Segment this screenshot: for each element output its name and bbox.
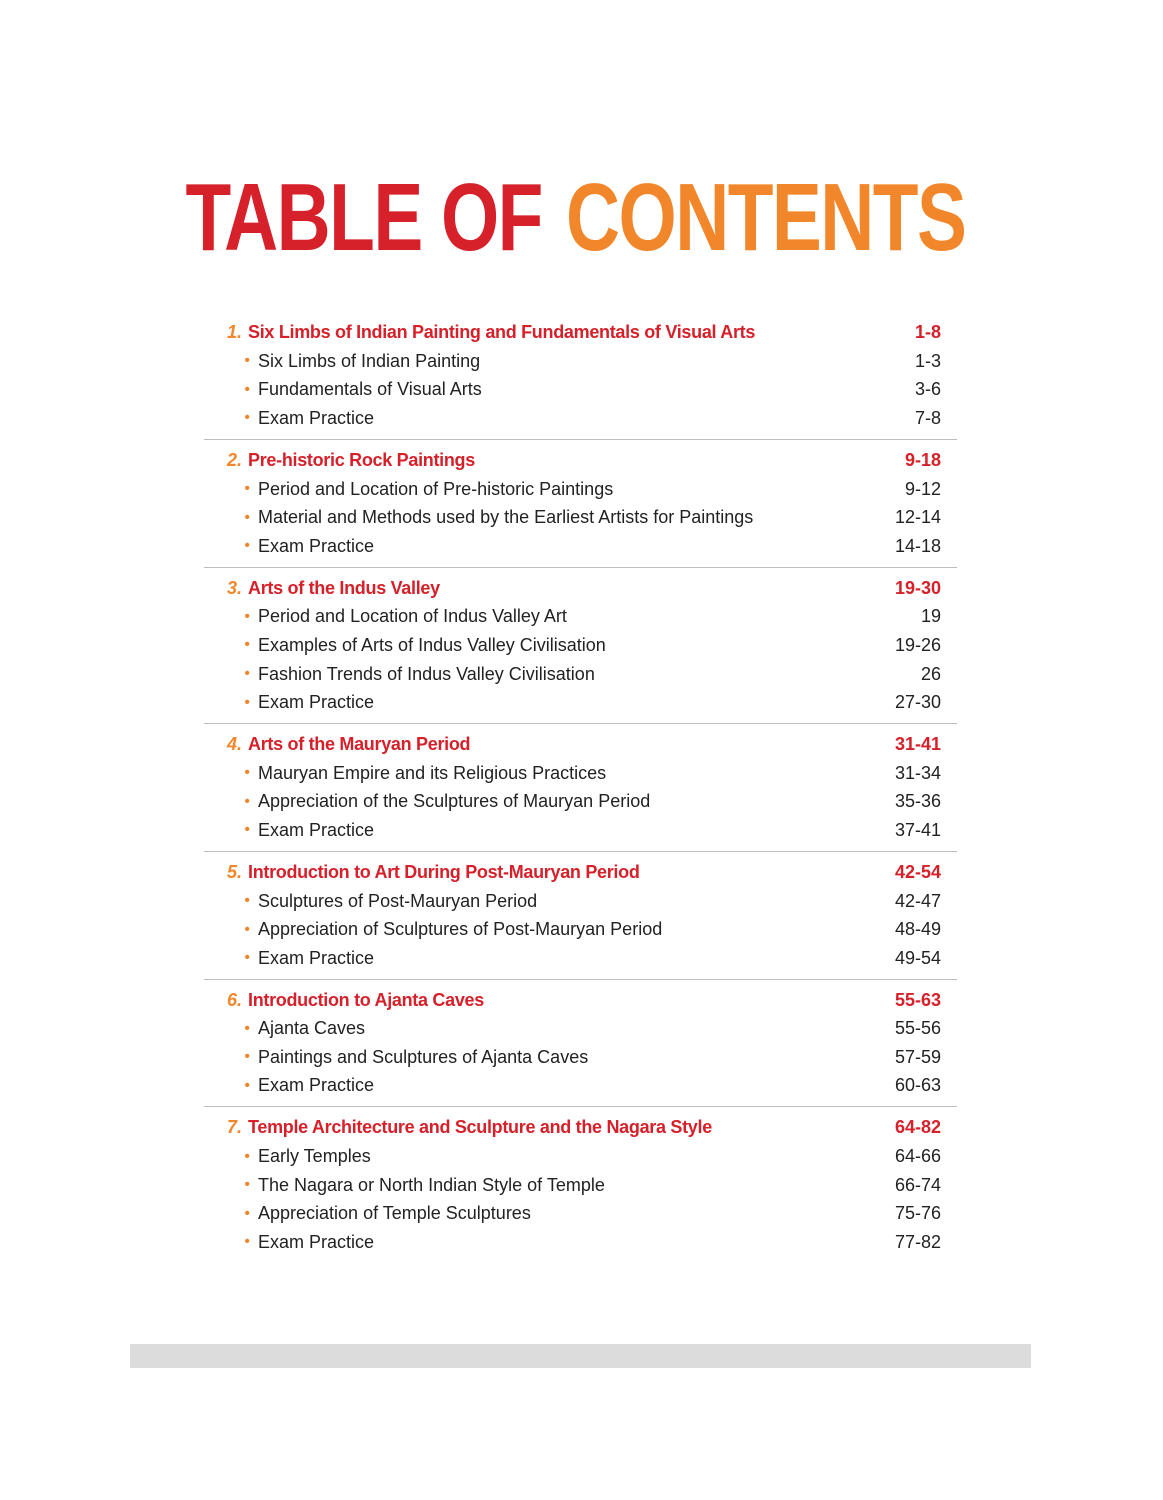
- toc-subitem[interactable]: [204, 944, 957, 973]
- subitem-page-range: 7-8: [914, 407, 941, 428]
- subitem-title: Period and Location of Indus Valley Art: [258, 606, 567, 627]
- chapter-page-range: 19-30: [894, 577, 941, 598]
- subitem-page-range: 26: [920, 663, 941, 684]
- bullet-icon: •: [244, 792, 250, 810]
- bullet-icon: •: [244, 764, 250, 782]
- toc-subitem[interactable]: [204, 532, 957, 561]
- chapter-page-range: 55-63: [894, 989, 941, 1010]
- subitem-page-range: 66-74: [894, 1174, 941, 1195]
- bullet-icon: •: [244, 409, 250, 427]
- chapter-title: Pre-historic Rock Paintings: [248, 449, 475, 470]
- toc-chapter: [204, 730, 957, 852]
- toc-subitem[interactable]: [204, 887, 957, 916]
- chapter-title: Introduction to Art During Post-Mauryan Period: [248, 861, 640, 882]
- subitem-page-range: 3-6: [914, 379, 941, 400]
- chapter-title: Temple Architecture and Sculpture and the Nagara Style: [248, 1117, 712, 1138]
- subitem-title: Fundamentals of Visual Arts: [258, 379, 482, 400]
- subitem-page-range: 19: [920, 606, 941, 627]
- bullet-icon: •: [244, 380, 250, 398]
- subitem-page-range: 55-56: [894, 1018, 941, 1039]
- chapter-number: 7.: [226, 1117, 242, 1138]
- subitem-page-range: 42-47: [894, 890, 941, 911]
- bullet-icon: •: [244, 693, 250, 711]
- toc-subitem[interactable]: [204, 1199, 957, 1228]
- subitem-title: Exam Practice: [258, 947, 375, 968]
- toc-subitem[interactable]: [204, 1171, 957, 1200]
- toc-subitem[interactable]: [204, 475, 957, 504]
- subitem-title: The Nagara or North Indian Style of Temple: [258, 1174, 605, 1195]
- toc-subitem[interactable]: [204, 503, 957, 532]
- subitem-page-range: 31-34: [894, 762, 941, 783]
- subitem-title: Fashion Trends of Indus Valley Civilisation: [258, 663, 595, 684]
- subitem-page-range: 35-36: [894, 791, 941, 812]
- bullet-icon: •: [244, 1176, 250, 1194]
- toc-subitem[interactable]: [204, 915, 957, 944]
- subitem-title: Exam Practice: [258, 819, 375, 840]
- chapter-heading-row[interactable]: [204, 446, 957, 475]
- chapter-heading-row[interactable]: [204, 574, 957, 603]
- toc-subitem[interactable]: [204, 816, 957, 845]
- subitem-page-range: 75-76: [894, 1203, 941, 1224]
- subitem-title: Early Temples: [258, 1146, 371, 1167]
- bullet-icon: •: [244, 480, 250, 498]
- page-title: [0, 164, 1163, 271]
- bullet-icon: •: [244, 821, 250, 839]
- chapter-title: Arts of the Mauryan Period: [248, 733, 471, 754]
- title-part-orange: CONTENTS: [566, 164, 966, 271]
- bullet-icon: •: [244, 636, 250, 654]
- subitem-page-range: 1-3: [914, 350, 941, 371]
- bullet-icon: •: [244, 920, 250, 938]
- chapter-number: 6.: [226, 989, 242, 1010]
- subitem-title: Paintings and Sculptures of Ajanta Caves: [258, 1046, 589, 1067]
- subitem-page-range: 48-49: [894, 919, 941, 940]
- bullet-icon: •: [244, 607, 250, 625]
- toc-subitem[interactable]: [204, 1043, 957, 1072]
- subitem-title: Material and Methods used by the Earliest Artists for Paintings: [258, 507, 754, 528]
- toc-subitem[interactable]: [204, 404, 957, 433]
- bullet-icon: •: [244, 508, 250, 526]
- toc-subitem[interactable]: [204, 1228, 957, 1257]
- subitem-page-range: 19-26: [894, 634, 941, 655]
- subitem-page-range: 27-30: [894, 692, 941, 713]
- subitem-title: Ajanta Caves: [258, 1018, 366, 1039]
- toc-subitem[interactable]: [204, 660, 957, 689]
- subitem-title: Examples of Arts of Indus Valley Civilisation: [258, 634, 606, 655]
- chapter-title: Introduction to Ajanta Caves: [248, 989, 484, 1010]
- table-of-contents: [204, 318, 957, 1269]
- subitem-page-range: 57-59: [894, 1046, 941, 1067]
- toc-subitem[interactable]: [204, 688, 957, 717]
- subitem-title: Exam Practice: [258, 535, 375, 556]
- toc-subitem[interactable]: [204, 603, 957, 632]
- chapter-page-range: 1-8: [914, 322, 941, 342]
- title-part-red: TABLE OF: [185, 164, 542, 271]
- toc-subitem[interactable]: [204, 1015, 957, 1044]
- bullet-icon: •: [244, 949, 250, 967]
- chapter-number: 5.: [226, 861, 242, 882]
- chapter-heading-row[interactable]: [204, 858, 957, 887]
- chapter-number: 3.: [226, 577, 242, 598]
- toc-subitem[interactable]: [204, 1142, 957, 1171]
- bullet-icon: •: [244, 892, 250, 910]
- toc-chapter: [204, 318, 957, 440]
- subitem-title: Exam Practice: [258, 1075, 375, 1096]
- chapter-page-range: 31-41: [894, 733, 941, 754]
- chapter-title: Six Limbs of Indian Painting and Fundamentals of Visual Arts: [248, 322, 756, 342]
- chapter-number: 4.: [226, 733, 242, 754]
- bullet-icon: •: [244, 1204, 250, 1222]
- subitem-title: Appreciation of Sculptures of Post-Mauryan Period: [258, 919, 663, 940]
- toc-subitem[interactable]: [204, 631, 957, 660]
- toc-subitem[interactable]: [204, 759, 957, 788]
- toc-chapter: [204, 574, 957, 724]
- chapter-number: 2.: [226, 449, 242, 470]
- toc-subitem[interactable]: [204, 347, 957, 376]
- chapter-number: 1.: [226, 322, 242, 342]
- bullet-icon: •: [244, 665, 250, 683]
- footer-bar: [130, 1344, 1031, 1368]
- subitem-page-range: 60-63: [894, 1075, 941, 1096]
- chapter-page-range: 42-54: [894, 861, 941, 882]
- bullet-icon: •: [244, 1019, 250, 1037]
- subitem-page-range: 9-12: [904, 478, 941, 499]
- chapter-heading-row[interactable]: [204, 1113, 957, 1142]
- chapter-heading-row[interactable]: [204, 730, 957, 759]
- toc-subitem[interactable]: [204, 788, 957, 817]
- subitem-title: Exam Practice: [258, 1231, 375, 1252]
- subitem-title: Mauryan Empire and its Religious Practices: [258, 762, 607, 783]
- toc-chapter: [204, 986, 957, 1108]
- bullet-icon: •: [244, 1048, 250, 1066]
- chapter-heading-row[interactable]: [204, 318, 957, 347]
- bullet-icon: •: [244, 1076, 250, 1094]
- subitem-page-range: 12-14: [894, 507, 941, 528]
- subitem-title: Sculptures of Post-Mauryan Period: [258, 890, 538, 911]
- subitem-title: Exam Practice: [258, 407, 375, 428]
- subitem-title: Appreciation of the Sculptures of Mauryan Period: [258, 791, 651, 812]
- bullet-icon: •: [244, 1233, 250, 1251]
- subitem-page-range: 77-82: [894, 1231, 941, 1252]
- chapter-page-range: 64-82: [894, 1117, 941, 1138]
- subitem-title: Six Limbs of Indian Painting: [258, 350, 481, 371]
- bullet-icon: •: [244, 537, 250, 555]
- subitem-page-range: 14-18: [894, 535, 941, 556]
- toc-chapter: [204, 1113, 957, 1262]
- bullet-icon: •: [244, 352, 250, 370]
- toc-chapter: [204, 446, 957, 568]
- chapter-page-range: 9-18: [904, 449, 941, 470]
- chapter-heading-row[interactable]: [204, 986, 957, 1015]
- toc-chapter: [204, 858, 957, 980]
- chapter-title: Arts of the Indus Valley: [248, 577, 440, 598]
- toc-subitem[interactable]: [204, 376, 957, 405]
- toc-subitem[interactable]: [204, 1072, 957, 1101]
- subitem-page-range: 64-66: [894, 1146, 941, 1167]
- subitem-page-range: 49-54: [894, 947, 941, 968]
- subitem-title: Appreciation of Temple Sculptures: [258, 1203, 531, 1224]
- subitem-title: Period and Location of Pre-historic Paintings: [258, 478, 614, 499]
- subitem-page-range: 37-41: [894, 819, 941, 840]
- subitem-title: Exam Practice: [258, 692, 375, 713]
- bullet-icon: •: [244, 1147, 250, 1165]
